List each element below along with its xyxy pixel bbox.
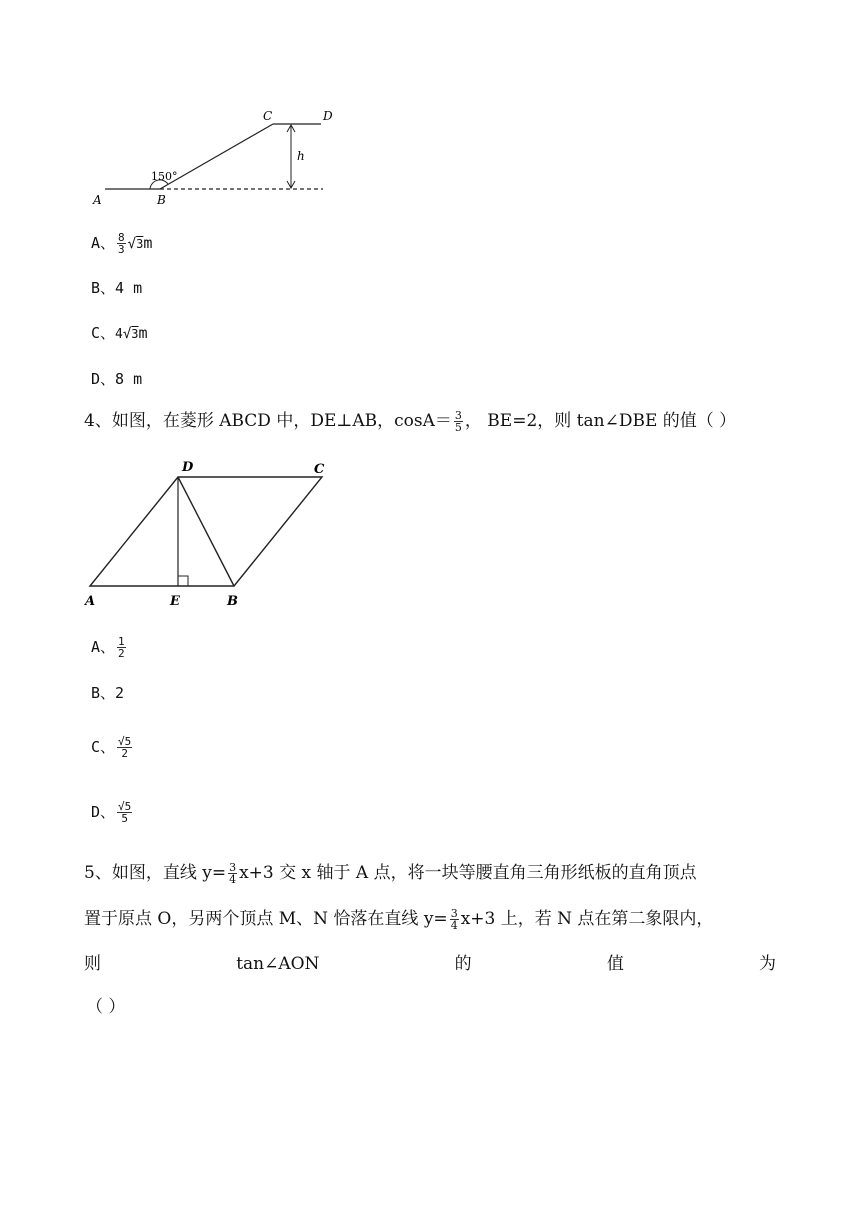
label-e: E <box>170 594 180 609</box>
label-d: D <box>323 109 333 123</box>
label-c: C <box>314 462 325 477</box>
angle-label: 150° <box>151 170 178 183</box>
db-line <box>178 477 234 586</box>
fraction: $\frac{√5}{5}$ <box>118 800 132 825</box>
question-5-line-1: 5、如图，直线 y= $\frac{3}{4}$ x+3 交 x 轴于 A 点，将一块等腰直角三角形纸板的直角顶点 <box>84 861 697 886</box>
q4-option-d[interactable]: D、 $\frac{√5}{5}$ <box>91 800 132 825</box>
label-b: B <box>227 594 238 609</box>
q3-option-a[interactable]: A、 $\frac{8}{3}$ √3m <box>91 231 153 256</box>
fraction: $\frac{3}{4}$ <box>229 861 237 886</box>
label-d: D <box>182 460 194 475</box>
q4-option-c[interactable]: C、 $\frac{√5}{2}$ <box>91 735 132 760</box>
label-b: B <box>157 193 166 207</box>
fraction: $\frac{3}{4}$ <box>450 907 458 932</box>
rhombus-figure <box>82 455 342 610</box>
q3-option-b[interactable]: B、4 m <box>91 279 143 297</box>
question-5-line-3: 则 tan∠AON 的 值 为 <box>84 954 776 974</box>
question-4: 4、如图，在菱形 ABCD 中，DE⊥AB，cosA＝ $\frac{3}{5}$ ， BE=2，则 tan∠DBE 的值（ ） <box>84 409 737 434</box>
label-a: A <box>85 594 96 609</box>
q4-option-b[interactable]: B、2 <box>91 684 125 702</box>
label-c: C <box>263 109 273 123</box>
fraction: $\frac{√5}{2}$ <box>118 735 132 760</box>
q3-option-d[interactable]: D、8 m <box>91 370 143 388</box>
sqrt-sign: √3 <box>127 236 144 252</box>
label-h: h <box>297 149 305 163</box>
answer-blank: （ ） <box>86 997 126 1017</box>
sqrt-sign: √3 <box>122 326 139 342</box>
q3-option-c[interactable]: C、4√3m <box>91 324 148 342</box>
question-5-line-2: 置于原点 O，另两个顶点 M、N 恰落在直线 y= $\frac{3}{4}$ x+3 上，若 N 点在第二象限内， <box>84 907 714 932</box>
fraction: $\frac{8}{3}$ <box>118 231 125 256</box>
q4-option-a[interactable]: A、 $\frac{1}{2}$ <box>91 635 125 660</box>
right-angle-mark <box>178 576 188 586</box>
slope-figure <box>85 100 355 210</box>
fraction: $\frac{3}{5}$ <box>454 409 462 434</box>
fraction: $\frac{1}{2}$ <box>118 635 125 660</box>
label-a: A <box>93 193 102 207</box>
